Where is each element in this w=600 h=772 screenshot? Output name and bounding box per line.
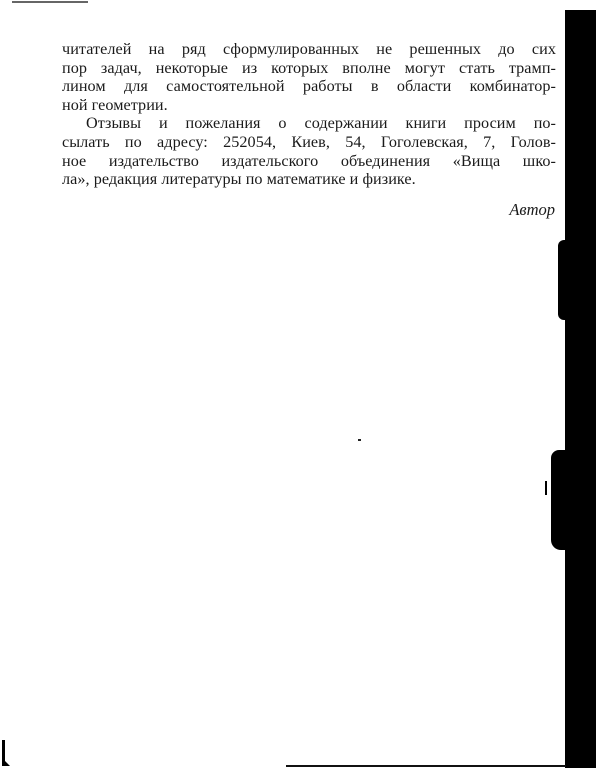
scan-artifact — [545, 481, 547, 495]
text-line: сылать по адресу: 252054, Киев, 54, Гоголевская, 7, Голов- — [62, 132, 556, 151]
author-signature: Автор — [509, 200, 555, 219]
scan-shadow-bulge — [551, 450, 569, 550]
text-line: пор задач, некоторые из которых вполне могут стать трамп- — [62, 58, 556, 77]
text-line: Отзывы и пожелания о содержании книги просим по- — [86, 114, 556, 133]
scan-shadow-bulge — [558, 240, 570, 320]
paragraph-2 — [62, 114, 556, 188]
paragraph-1 — [62, 40, 556, 114]
text-line: ла», редакция литературы по математике и физике. — [62, 170, 416, 189]
text-line: лином для самостоятельной работы в области комбинатор- — [62, 77, 556, 96]
text-line: ное издательство издательского объединения «Вища шко- — [62, 151, 556, 170]
scan-bottom-edge — [286, 765, 566, 767]
text-line: читателей на ряд сформулированных не решенных до сих — [62, 40, 556, 58]
scan-top-rule — [12, 1, 88, 3]
scan-speck — [358, 439, 361, 441]
scan-binding-shadow — [565, 10, 596, 768]
text-line: ной геометрии. — [62, 95, 168, 114]
page-body-text — [62, 40, 556, 189]
